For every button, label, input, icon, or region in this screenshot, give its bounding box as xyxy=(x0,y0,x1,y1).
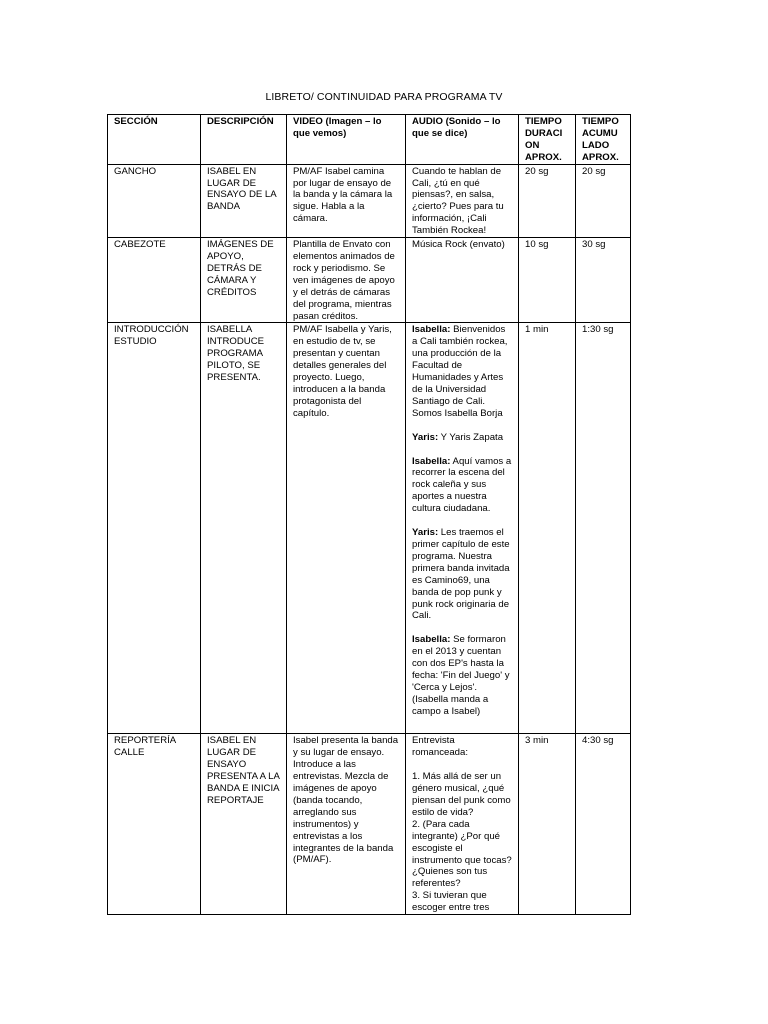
speaker-name: Yaris: xyxy=(412,527,439,539)
speaker-name: Isabella: xyxy=(412,324,451,336)
dialogue-text: Se formaron en el 2013 y cuentan con dos EP's hasta la fecha: 'Fin del Juego' y 'Cerca y Lejos'. (Isabella manda a campo a Isabel) xyxy=(412,634,510,717)
cell-seccion: GANCHO xyxy=(108,164,201,237)
cell-video: PM/AF Isabel camina por lugar de ensayo de la banda y la cámara la sigue. Habla a la cámara. xyxy=(287,164,406,237)
cell-acumulado: 1:30 sg xyxy=(576,323,631,734)
cell-video: Isabel presenta la banda y su lugar de ensayo. Introduce a las entrevistas. Mezcla de imágenes de apoyo (banda tocando, arreglando sus instrumentos) y entrevistas a los integrantes de la banda (PM/AF). xyxy=(287,734,406,915)
cell-audio xyxy=(406,323,519,734)
cell-seccion: INTRODUCCIÓN ESTUDIO xyxy=(108,323,201,734)
speaker-name: Isabella: xyxy=(412,455,451,467)
header-descripcion: DESCRIPCIÓN xyxy=(201,115,287,165)
header-seccion: SECCIÓN xyxy=(108,115,201,165)
dialogue-line xyxy=(412,456,513,516)
dialogue-text: Les traemos el primer capítulo de este programa. Nuestra primera banda invitada es Camino69, una banda de pop punk y punk rock originaria de Cali. xyxy=(412,527,510,622)
cell-descripcion: IMÁGENES DE APOYO, DETRÁS DE CÁMARA Y CRÉDITOS xyxy=(201,238,287,323)
dialogue-line xyxy=(412,432,513,444)
interview-heading: Entrevista romanceada: xyxy=(412,735,468,759)
cell-acumulado: 20 sg xyxy=(576,164,631,237)
dialogue-line xyxy=(412,527,513,622)
cell-seccion: REPORTERÍA CALLE xyxy=(108,734,201,915)
dialogue-text: Y Yaris Zapata xyxy=(438,431,504,443)
cell-duracion: 20 sg xyxy=(519,164,576,237)
page-title: LIBRETO/ CONTINUIDAD PARA PROGRAMA TV xyxy=(265,91,503,103)
dialogue-line xyxy=(412,634,513,717)
cell-audio: Cuando te hablan de Cali, ¿tú en qué piensas?, en salsa, ¿cierto? Pues para tu información, ¡Cali También Rockea! xyxy=(406,164,519,237)
table-row xyxy=(108,323,631,734)
cell-audio xyxy=(406,734,519,915)
header-video: VIDEO (Imagen – lo que vemos) xyxy=(287,115,406,165)
header-row xyxy=(108,115,631,165)
cell-duracion: 10 sg xyxy=(519,238,576,323)
cell-duracion: 3 min xyxy=(519,734,576,915)
speaker-name: Yaris: xyxy=(412,431,439,443)
cell-descripcion: ISABEL EN LUGAR DE ENSAYO DE LA BANDA xyxy=(201,164,287,237)
header-audio: AUDIO (Sonido – lo que se dice) xyxy=(406,115,519,165)
cell-acumulado: 30 sg xyxy=(576,238,631,323)
cell-seccion: CABEZOTE xyxy=(108,238,201,323)
interview-questions: 1. Más allá de ser un género musical, ¿qué piensan del punk como estilo de vida? 2. (Para cada integrante) ¿Por qué escogiste el instrumento que tocas? ¿Quienes son tus referentes? 3. Si tuvieran que escoger entre tres xyxy=(412,771,512,914)
cell-descripcion: ISABEL EN LUGAR DE ENSAYO PRESENTA A LA BANDA E INICIA REPORTAJE xyxy=(201,734,287,915)
header-tiempo-acumulado: TIEMPO ACUMU LADO APROX. xyxy=(576,115,631,165)
header-tiempo-duracion: TIEMPO DURACI ON APROX. xyxy=(519,115,576,165)
cell-duracion: 1 min xyxy=(519,323,576,734)
dialogue-text: Bienvenidos a Cali también rockea, una producción de la Facultad de Humanidades y Artes de la Universidad Santiago de Cali. Somos Isabella Borja xyxy=(412,324,508,419)
script-table xyxy=(107,114,631,915)
cell-audio: Música Rock (envato) xyxy=(406,238,519,323)
cell-descripcion: ISABELLA INTRODUCE PROGRAMA PILOTO, SE PRESENTA. xyxy=(201,323,287,734)
table-row xyxy=(108,734,631,915)
cell-video: PM/AF Isabella y Yaris, en estudio de tv, se presentan y cuentan detalles generales del proyecto. Luego, introducen a la banda protagonista del capítulo. xyxy=(287,323,406,734)
dialogue-line xyxy=(412,324,513,419)
speaker-name: Isabella: xyxy=(412,634,451,646)
cell-video: Plantilla de Envato con elementos animados de rock y periodismo. Se ven imágenes de apoyo y el detrás de cámaras del programa, mientras pasan créditos. xyxy=(287,238,406,323)
cell-acumulado: 4:30 sg xyxy=(576,734,631,915)
table-row xyxy=(108,238,631,323)
dialogue-text: Aquí vamos a recorrer la escena del rock caleña y sus aportes a nuestra cultura ciudadana. xyxy=(412,455,512,515)
table-row xyxy=(108,164,631,237)
